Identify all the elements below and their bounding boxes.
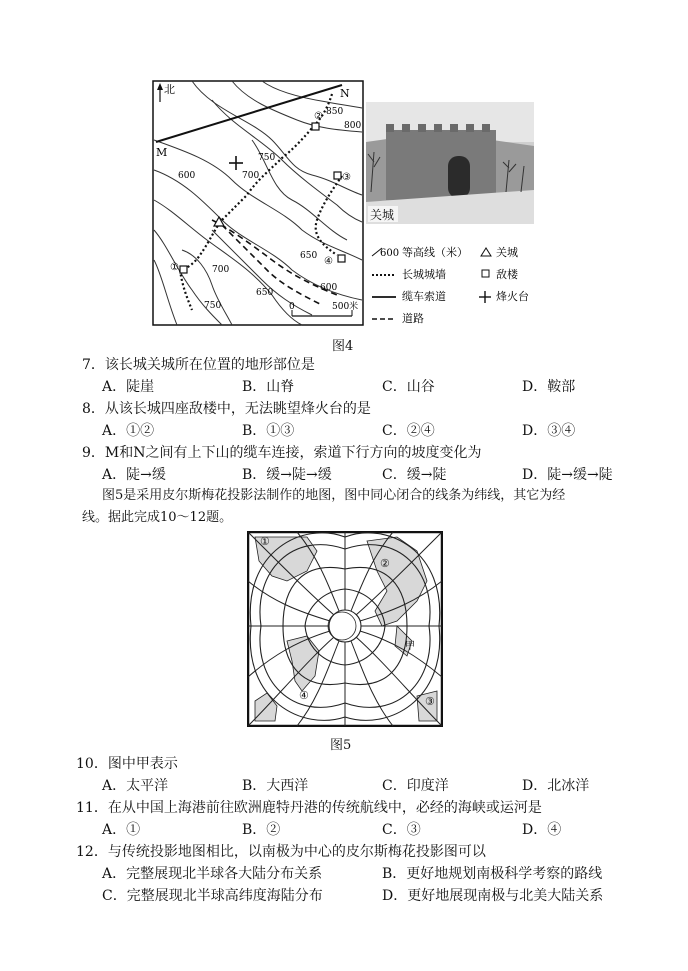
q7-option-a[interactable]: A．陡崖	[102, 379, 155, 395]
contour-label: 750	[204, 301, 222, 311]
q9-option-c[interactable]: C．缓→陡	[382, 467, 447, 483]
q11-stem: 11．在从中国上海港前往欧洲鹿特丹港的传统航线中，必经的海峡或运河是	[76, 800, 542, 816]
tower-2-label: ②	[314, 111, 323, 122]
q8-stem: 8．从该长城四座敌楼中，无法眺望烽火台的是	[82, 401, 371, 417]
north-label: 北	[164, 83, 175, 96]
q9-option-a[interactable]: A．陡→缓	[102, 467, 166, 483]
legend-tower: 敌楼	[496, 268, 518, 281]
tower-4-icon	[338, 255, 345, 262]
fig4-caption: 图4	[332, 339, 354, 354]
tower-2-icon	[312, 123, 319, 130]
legend-road: 道路	[402, 312, 424, 325]
tower-icon	[482, 270, 489, 277]
fig4-legend	[370, 246, 550, 328]
contour-label: 850	[326, 107, 344, 117]
contour-label: 800	[344, 121, 362, 131]
legend-contour-symbol: 600	[380, 248, 400, 259]
pass-icon	[481, 248, 491, 256]
tower-3-label: ③	[342, 172, 351, 183]
q7-option-c[interactable]: C．山谷	[382, 379, 435, 395]
q9-option-b[interactable]: B．缓→陡→缓	[242, 467, 332, 483]
q9-option-d[interactable]: D．陡→缓→陡	[522, 467, 613, 483]
q11-option-c[interactable]: C．③	[382, 822, 421, 838]
marker-1: ①	[260, 535, 270, 548]
contour-label: 600	[178, 171, 196, 181]
q7-option-b[interactable]: B．山脊	[242, 379, 295, 395]
q10-option-d[interactable]: D．北冰洋	[522, 778, 590, 794]
q7-stem: 7．该长城关城所在位置的地形部位是	[82, 357, 315, 373]
intro-line-1: 图5是采用皮尔斯梅花投影法制作的地图，图中同心闭合的线条为纬线，其它为经	[102, 488, 566, 503]
q8-option-b[interactable]: B．①③	[242, 423, 295, 439]
pass-photo	[366, 102, 534, 224]
q12-option-b[interactable]: B．更好地规划南极科学考察的路线	[382, 866, 603, 882]
q10-stem: 10．图中甲表示	[76, 756, 178, 772]
q7-option-d[interactable]: D．鞍部	[522, 379, 576, 395]
q11-option-d[interactable]: D．④	[522, 822, 562, 838]
label-m: M	[156, 146, 168, 159]
scale-zero: 0	[289, 302, 295, 312]
legend-wall: 长城城墙	[402, 268, 446, 281]
label-n: N	[340, 87, 350, 100]
tower-3-icon	[334, 172, 341, 179]
photo-label: 关城	[370, 208, 395, 222]
tower-4-label: ④	[324, 256, 333, 267]
marker-3: ③	[425, 695, 435, 708]
legend-pass: 关城	[496, 246, 518, 259]
legend-cableway: 缆车索道	[402, 290, 446, 303]
legend-beacon: 烽火台	[496, 290, 529, 303]
contour-label: 700	[212, 265, 230, 275]
contour-label: 600	[320, 283, 338, 293]
q12-option-d[interactable]: D．更好地展现南极与北美大陆关系	[382, 888, 604, 904]
scale-500: 500米	[332, 302, 359, 312]
label-jia: 甲	[405, 641, 415, 652]
q11-option-b[interactable]: B．②	[242, 822, 281, 838]
q8-option-d[interactable]: D．③④	[522, 423, 576, 439]
intro-line-2: 线。据此完成10～12题。	[82, 510, 233, 525]
contour-label: 750	[258, 153, 276, 163]
fig5-map	[247, 531, 443, 727]
contour-label: 700	[242, 171, 260, 181]
q12-option-c[interactable]: C．完整展现北半球高纬度海陆分布	[102, 888, 323, 904]
q11-option-a[interactable]: A．①	[102, 822, 141, 838]
q10-option-c[interactable]: C．印度洋	[382, 778, 449, 794]
tower-1-icon	[180, 266, 187, 273]
q12-option-a[interactable]: A．完整展现北半球各大陆分布关系	[102, 866, 323, 882]
q12-stem: 12．与传统投影地图相比，以南极为中心的皮尔斯梅花投影图可以	[76, 844, 486, 860]
q9-stem: 9．M和N之间有上下山的缆车连接，索道下行方向的坡度变化为	[82, 445, 482, 461]
contour-label: 650	[300, 251, 318, 261]
q8-option-c[interactable]: C．②④	[382, 423, 435, 439]
fig5-caption: 图5	[330, 738, 352, 753]
tower-1-label: ①	[170, 262, 179, 273]
marker-2: ②	[380, 557, 390, 570]
marker-4: ④	[299, 689, 309, 702]
topographic-map	[152, 80, 364, 326]
fig4-map	[152, 80, 364, 326]
q10-option-a[interactable]: A．太平洋	[102, 778, 169, 794]
q8-option-a[interactable]: A．①②	[102, 423, 155, 439]
legend-contour: 等高线（米）	[402, 246, 468, 259]
q10-option-b[interactable]: B．大西洋	[242, 778, 309, 794]
contour-label: 650	[256, 288, 274, 298]
